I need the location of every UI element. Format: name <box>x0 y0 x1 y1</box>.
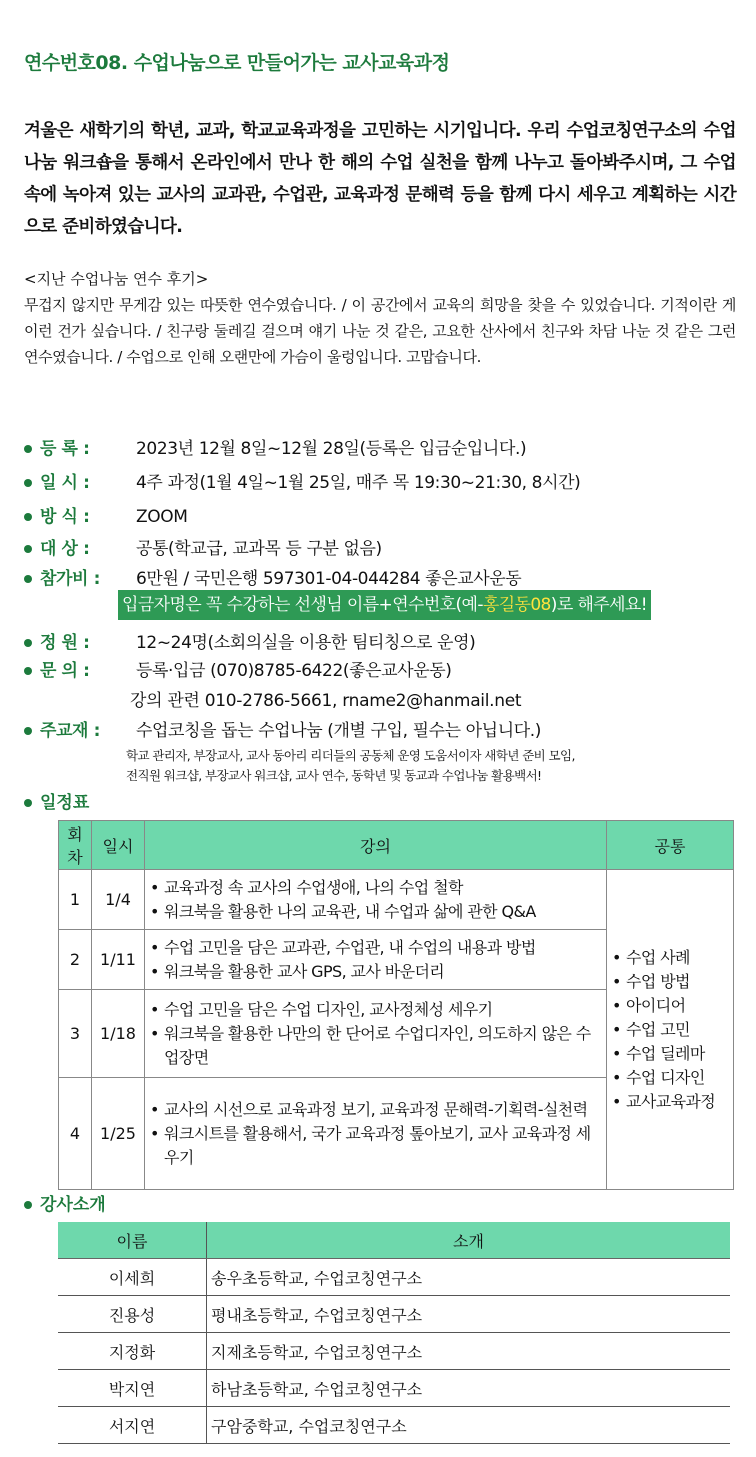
session-topics <box>145 870 607 930</box>
list-item: • 워크북을 활용한 나의 교육관, 내 수업과 삶에 관한 Q&A <box>150 900 601 924</box>
info-contact <box>24 656 744 681</box>
list-item: • 수업 고민 <box>612 1018 728 1042</box>
contact-lecture: 강의 관련 010-2786-5661, rname2@hanmail.net <box>130 691 522 711</box>
session-number: 2 <box>59 930 92 990</box>
info-date <box>24 468 744 493</box>
schedule-header: 일시 <box>92 821 145 870</box>
info-value: 수업코칭을 돕는 수업나눔 (개별 구입, 필수는 아닙니다.) <box>136 721 541 741</box>
bullet-icon <box>24 639 32 647</box>
schedule-table <box>58 820 734 1190</box>
session-number: 1 <box>59 870 92 930</box>
teacher-desc: 하남초등학교, 수업코칭연구소 <box>207 1370 731 1407</box>
teacher-name: 이세희 <box>58 1259 207 1296</box>
info-label: 등 록 : <box>40 439 90 459</box>
info-value: 2023년 12월 8일~12월 28일(등록은 입금순입니다.) <box>136 439 527 459</box>
teachers-heading-text: 강사소개 <box>40 1195 106 1215</box>
session-number: 4 <box>59 1078 92 1190</box>
info-value: ZOOM <box>136 507 188 527</box>
info-value: 공통(학교급, 교과목 등 구분 없음) <box>136 539 382 559</box>
info-label: 주교재 : <box>40 721 100 741</box>
info-value: 12~24명(소회의실을 이용한 팀티칭으로 운영) <box>136 633 476 653</box>
info-target <box>24 534 744 559</box>
table-row <box>58 1407 730 1444</box>
schedule-header: 강의 <box>145 821 607 870</box>
teacher-desc: 송우초등학교, 수업코칭연구소 <box>207 1259 731 1296</box>
schedule-heading <box>24 788 89 813</box>
teacher-name: 박지연 <box>58 1370 207 1407</box>
schedule-header: 회차 <box>59 821 92 870</box>
list-item: • 워크시트를 활용해서, 국가 교육과정 톺아보기, 교사 교육과정 세우기 <box>150 1122 601 1170</box>
deposit-note <box>118 590 651 620</box>
deposit-note-text: 입금자명은 꼭 수강하는 선생님 이름+연수번호(예- <box>122 595 483 615</box>
teachers-table <box>58 1222 730 1444</box>
textbook-desc-line1: 학교 관리자, 부장교사, 교사 동아리 리더들의 공동체 운영 도움서이자 새학년 준비 모임, <box>126 748 575 763</box>
session-topics <box>145 1078 607 1190</box>
deposit-note-text-end: )로 해주세요! <box>550 595 647 615</box>
table-row <box>58 1333 730 1370</box>
schedule-heading-text: 일정표 <box>40 793 90 813</box>
table-row <box>58 1296 730 1333</box>
info-label: 참가비 : <box>40 569 100 589</box>
table-row <box>58 1370 730 1407</box>
list-item: • 수업 사례 <box>612 946 728 970</box>
teacher-desc: 평내초등학교, 수업코칭연구소 <box>207 1296 731 1333</box>
bullet-icon <box>24 575 32 583</box>
bullet-icon <box>24 667 32 675</box>
table-row <box>59 870 734 930</box>
info-value: 등록·입금 (070)8785-6422(좋은교사운동) <box>136 661 452 681</box>
info-registration <box>24 434 744 459</box>
list-item: • 교사교육과정 <box>612 1090 728 1114</box>
info-method <box>24 502 744 527</box>
bullet-icon <box>24 799 32 807</box>
info-label: 문 의 : <box>40 661 90 681</box>
bullet-icon <box>24 479 32 487</box>
bullet-icon <box>24 545 32 553</box>
review-heading: <지난 수업나눔 연수 후기> <box>24 270 209 288</box>
intro-paragraph: 겨울은 새학기의 학년, 교과, 학교교육과정을 고민하는 시기입니다. 우리 수업코칭연구소의 수업나눔 워크숍을 통해서 온라인에서 만나 한 해의 수업 실천을 함께 나누고 돌아봐주시며, 그 수업 속에 녹아져 있는 교사의 교과관, 수업관, 교육과정 문해력 등을 함께 다시 세우고 계획하는 시간으로 준비하였습니다. <box>24 121 736 237</box>
bullet-icon <box>24 513 32 521</box>
info-value: 6만원 / 국민은행 597301-04-044284 좋은교사운동 <box>136 569 522 589</box>
teacher-desc: 지제초등학교, 수업코칭연구소 <box>207 1333 731 1370</box>
session-date: 1/4 <box>92 870 145 930</box>
session-topics <box>145 930 607 990</box>
session-date: 1/18 <box>92 990 145 1078</box>
list-item: • 수업 방법 <box>612 970 728 994</box>
info-label: 일 시 : <box>40 473 90 493</box>
list-item: • 수업 디자인 <box>612 1066 728 1090</box>
list-item: • 수업 고민을 담은 수업 디자인, 교사정체성 세우기 <box>150 998 601 1022</box>
list-item: • 교사의 시선으로 교육과정 보기, 교육과정 문해력-기획력-실천력 <box>150 1098 601 1122</box>
schedule-header: 공통 <box>607 821 734 870</box>
info-label: 방 식 : <box>40 507 90 527</box>
session-topics <box>145 990 607 1078</box>
bullet-icon <box>24 727 32 735</box>
list-item: • 수업 고민을 담은 교과관, 수업관, 내 수업의 내용과 방법 <box>150 936 601 960</box>
list-item: • 워크북을 활용한 나만의 한 단어로 수업디자인, 의도하지 않은 수업장면 <box>150 1022 601 1070</box>
common-topics <box>607 870 734 1190</box>
teacher-desc: 구암중학교, 수업코칭연구소 <box>207 1407 731 1444</box>
teacher-name: 지정화 <box>58 1333 207 1370</box>
teachers-header: 소개 <box>207 1222 731 1259</box>
textbook-desc-line2: 전직원 워크샵, 부장교사 워크샵, 교사 연수, 동학년 및 동교과 수업나눔 활용백서! <box>126 768 542 783</box>
teachers-heading <box>24 1190 106 1215</box>
deposit-note-example: 홍길동08 <box>482 595 551 615</box>
bullet-icon <box>24 445 32 453</box>
list-item: • 워크북을 활용한 교사 GPS, 교사 바운더리 <box>150 960 601 984</box>
info-label: 대 상 : <box>40 539 90 559</box>
review-text: 무겁지 않지만 무게감 있는 따뜻한 연수였습니다. / 이 공간에서 교육의 희망을 찾을 수 있었습니다. 기적이란 게 이런 건가 싶습니다. / 친구랑 둘레길 걸으며 얘기 나눈 것 같은, 고요한 산사에서 친구와 차담 나눈 것 같은 그런 연수였습니다. / 수업으로 인해 오랜만에 가슴이 울렁입니다. 고맙습니다. <box>24 296 736 366</box>
session-date: 1/11 <box>92 930 145 990</box>
bullet-icon <box>24 1201 32 1209</box>
list-item: • 수업 딜레마 <box>612 1042 728 1066</box>
info-value: 4주 과정(1월 4일~1월 25일, 매주 목 19:30~21:30, 8시간) <box>136 473 581 493</box>
list-item: • 교육과정 속 교사의 수업생애, 나의 수업 철학 <box>150 876 601 900</box>
session-number: 3 <box>59 990 92 1078</box>
list-item: • 아이디어 <box>612 994 728 1018</box>
session-date: 1/25 <box>92 1078 145 1190</box>
info-textbook <box>24 716 744 741</box>
page-title: 연수번호08. 수업나눔으로 만들어가는 교사교육과정 <box>24 52 450 74</box>
teachers-header: 이름 <box>58 1222 207 1259</box>
teacher-name: 진용성 <box>58 1296 207 1333</box>
info-fee <box>24 564 744 589</box>
info-label: 정 원 : <box>40 633 90 653</box>
teacher-name: 서지연 <box>58 1407 207 1444</box>
table-row <box>58 1259 730 1296</box>
info-capacity <box>24 628 744 653</box>
